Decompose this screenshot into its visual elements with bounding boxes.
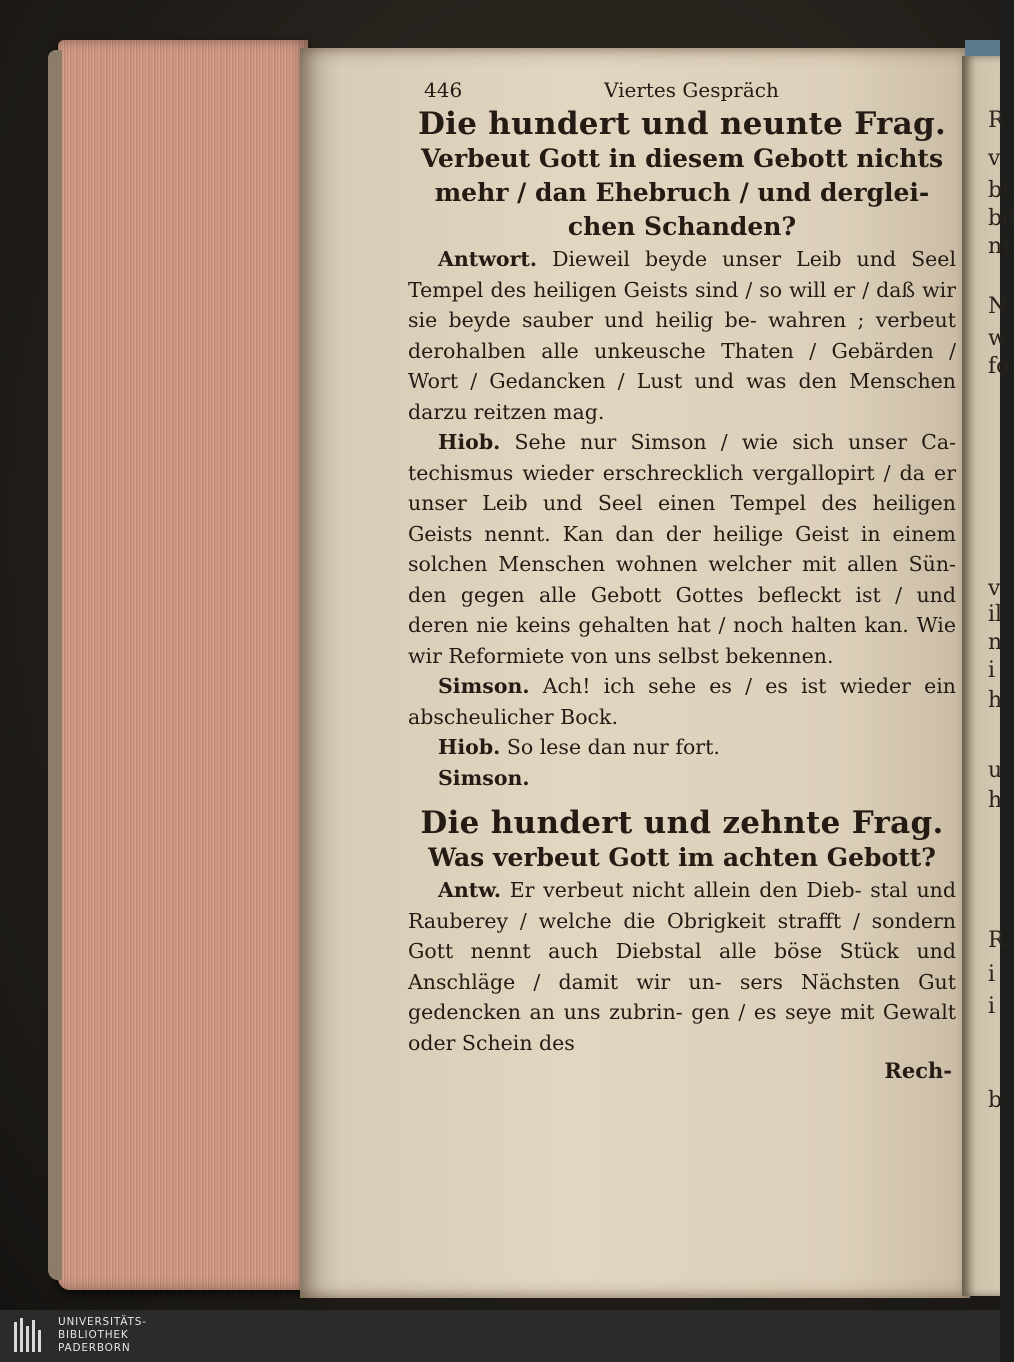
question-110 bbox=[408, 841, 956, 875]
page-text bbox=[408, 76, 956, 1083]
question-line: Verbeut Gott in diesem Gebott nichts bbox=[420, 144, 944, 173]
speaker-label: Antw. bbox=[438, 878, 502, 902]
facing-page-letter: i bbox=[988, 658, 996, 683]
facing-page-letter: i bbox=[988, 962, 996, 987]
facing-page-letter: ni bbox=[988, 234, 1010, 259]
page-number: 446 bbox=[424, 78, 463, 102]
facing-page-letter: u bbox=[988, 758, 1003, 783]
question-109 bbox=[408, 142, 956, 244]
facing-page-letter: h bbox=[988, 788, 1003, 813]
catchword: Rech- bbox=[884, 1058, 952, 1083]
page-edges-block bbox=[58, 40, 308, 1290]
dialogue-paragraph bbox=[408, 763, 956, 794]
facing-page-letter: R bbox=[988, 108, 1005, 133]
facing-page-letter: i bbox=[988, 994, 996, 1019]
dialogue-paragraph bbox=[408, 427, 956, 671]
paragraph-text: Er verbeut nicht allein den Dieb- stal und Rauberey / welche die Obrigkeit strafft / sondern Gott nennt auch Diebstal alle böse Stück und Anschläge / damit wir un- sers Nächsten Gut gedencken an uns zubrin- gen / es seye mit Gewalt oder Schein des bbox=[408, 878, 956, 1055]
section-heading-110: Die hundert und zehnte Frag. bbox=[420, 805, 944, 841]
speaker-label: Hiob. bbox=[438, 735, 501, 759]
speaker-label: Simson. bbox=[438, 765, 530, 790]
library-name bbox=[58, 1316, 147, 1355]
library-name-line: BIBLIOTHEK bbox=[58, 1329, 129, 1341]
library-name-line: UNIVERSITÄTS- bbox=[58, 1316, 147, 1328]
answer-paragraph bbox=[408, 244, 956, 427]
running-title: Viertes Gespräch bbox=[604, 78, 779, 102]
facing-page-letter: v bbox=[988, 576, 1001, 601]
facing-page-letter: N bbox=[988, 294, 1008, 319]
facing-page-letter: w bbox=[988, 326, 1007, 351]
facing-page-letter: il bbox=[988, 602, 1003, 627]
facing-page-letter: bc bbox=[988, 206, 1014, 231]
paragraph-text: So lese dan nur fort. bbox=[500, 735, 720, 759]
facing-page-letter: h bbox=[988, 688, 1003, 713]
question-line: mehr / dan Ehebruch / und derglei- bbox=[434, 178, 930, 207]
speaker-label: Antwort. bbox=[438, 247, 538, 271]
binding-edge bbox=[965, 40, 1000, 56]
university-library-logo-icon bbox=[14, 1318, 46, 1354]
facing-page-letter: R bbox=[988, 928, 1005, 953]
paragraph-text: Ach! ich sehe es / es ist wieder ein abscheulicher Bock. bbox=[408, 674, 956, 729]
question-line: chen Schanden? bbox=[567, 212, 797, 241]
paragraph-text: Dieweil beyde unser Leib und Seel Tempel des heiligen Geists sind / so will er / daß wir sie beyde sauber und heilig be- wahren ; verbeut derohalben alle unkeusche Thaten / Gebärden / Wort / Gedancken / Lust und was den Menschen darzu reitzen mag. bbox=[408, 247, 956, 424]
facing-page-letter: b bbox=[988, 1088, 1003, 1113]
facing-page-letter: fo bbox=[988, 354, 1010, 379]
question-line: Was verbeut Gott im achten Gebott? bbox=[428, 843, 936, 872]
paragraph-text: Sehe nur Simson / wie sich unser Ca- techismus wieder erschrecklich vergallopirt / da er unser Leib und Seel einen Tempel des heiligen Geists nennt. Kan dan der heilige Geist in einem solchen Menschen wohnen welcher mit allen Sün- den gegen alle Gebott Gottes befleckt ist / und deren nie keins gehalten hat / noch halten kan. Wie wir Reformiete von uns selbst bekennen. bbox=[408, 430, 956, 668]
facing-page-letter: v bbox=[988, 146, 1001, 171]
dialogue-paragraph bbox=[408, 671, 956, 732]
speaker-label: Simson. bbox=[438, 674, 530, 698]
section-heading-109: Die hundert und neunte Frag. bbox=[417, 106, 947, 142]
speaker-label: Hiob. bbox=[438, 430, 501, 454]
running-head bbox=[408, 76, 956, 106]
facing-page-letter: n bbox=[988, 630, 1003, 655]
library-name-line: PADERBORN bbox=[58, 1342, 131, 1354]
facing-page-letter: bi bbox=[988, 178, 1010, 203]
dialogue-paragraph bbox=[408, 732, 956, 763]
library-footer-bar bbox=[0, 1310, 1000, 1362]
answer-paragraph bbox=[408, 875, 956, 1058]
